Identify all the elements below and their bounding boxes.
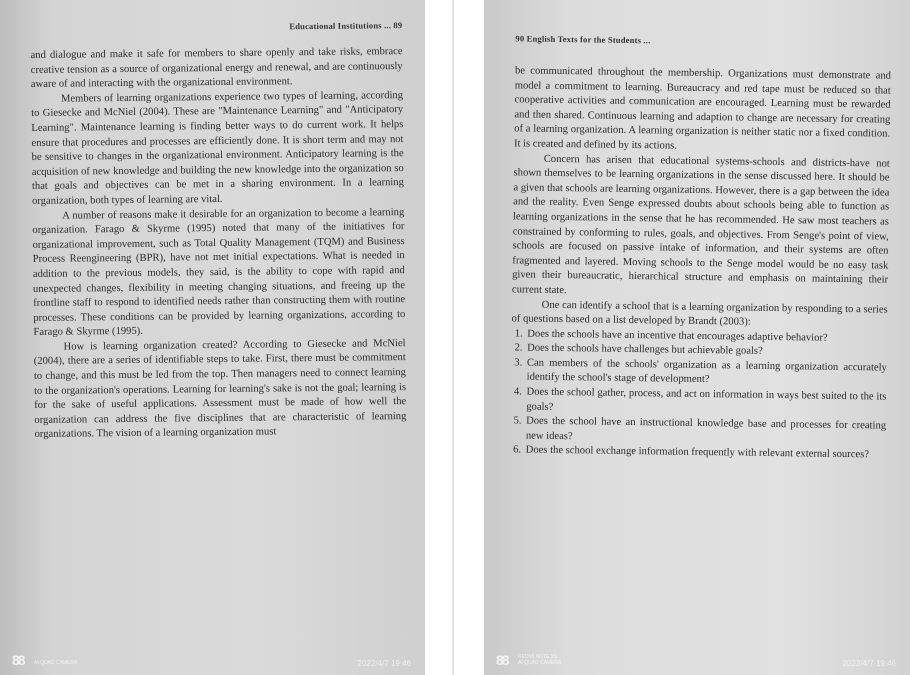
question-item: 4. Does the school gather, process, and act on information in ways best suited to the its goals? — [524, 386, 886, 420]
left-timestamp: 2022/4/7 19:46 — [357, 659, 411, 668]
page-divider — [452, 0, 454, 675]
right-watermark-line-1: REDMI NOTE 9S — [518, 653, 557, 660]
left-paragraph-2: Members of learning organizations experience two types of learning, according to Giesecke and McNiel (2004). These are "Maintenance Learning" and "Anticipatory Learning". Maintenance learning is finding better ways to do current work. It helps ensure that procedures and processes are efficiently done. It is short term and may not be sensitive to changes in the organizational environment. Anticipatory learning is the acquisition of new knowledge and building the new knowledge into the organization so that goals and objectives can be met in a sharing environment. In a learning organization, both types of learning are vital. — [31, 89, 404, 207]
right-watermark-line-2: AI QUAD CAMERA — [518, 659, 562, 666]
left-page-photo — [0, 0, 425, 675]
right-running-head: 90 English Texts for the Students ... — [515, 33, 651, 46]
left-watermark-line-2: AI QUAD CAMERA — [34, 659, 78, 666]
question-item: 6. Does the school exchange information frequently with relevant external sources? — [524, 444, 886, 464]
left-page — [30, 0, 407, 441]
left-camera-watermark — [12, 651, 77, 669]
left-paragraph-4: How is learning organization created? According to Giesecke and McNiel (2004), there are a series of identifiable steps to take. First, there must be commitment to change, and this must be led from the top. Then managers need to connect learning to the organization's operations. Learning for learning's sake is not the goal; learning is for the sake of useful applications. Assessment must be made of how well the organization can address the five disciplines that are characteristic of learning organizations. The vision of a learning organization must — [33, 337, 407, 441]
question-item: 5. Does the school have an instructional knowledge base and processes for creating new ideas? — [524, 415, 886, 449]
left-paragraph-1: and dialogue and make it safe for members to share openly and take risks, embrace creative tension as a source of organizational energy and renewal, and are continuously aware of and interacting with the organizational environment. — [30, 46, 403, 91]
camera-logo-icon: 88 — [12, 651, 24, 668]
question-item: 3. Can members of the schools' organization as a learning organization accurately identify the school's stage of development? — [525, 356, 887, 390]
right-paragraph-3: One can identify a school that is a learning organization by responding to a series of questions based on a list developed by Brandt (2003): — [511, 299, 888, 328]
right-paragraph-1: be communicated throughout the membership. Organizations must demonstrate and model a commitment to learning. Bureaucracy and red tape must be reduced so that cooperative activities and communication are encouraged. Learning must be rewarded and then shared. Continuous learning and adaption to change are necessary for creating of a learning organization. A learning organization is neither static nor a fixed condition. It is created and defined by its actions. — [513, 65, 892, 152]
question-item: 1. Does the schools have an incentive that encourages adaptive behavior? — [525, 327, 887, 347]
right-camera-watermark — [496, 651, 561, 669]
left-body-text — [31, 45, 407, 443]
right-page — [511, 0, 892, 461]
question-item: 2. Does the schools have challenges but achievable goals? — [525, 342, 887, 362]
left-running-head: Educational Institutions ... 89 — [289, 20, 403, 32]
camera-logo-icon: 88 — [496, 651, 508, 668]
right-paragraph-2: Concern has arisen that educational systems-schools and districts-have not shown themselves to be learning organizations in the sense discussed here. It should be a given that schools are learning organizations. However, there is a gap between the idea and the reality. Even Senge expressed doubts about schools being able to function as learning organizations in the sense that he has recommended. He saw most teachers as constrained by conforming to rules, goals, and objectives. From Senge's point of view, schools are focused on passive intake of information, and their systems are often fragmented and layered. Moving schools to the Senge model would be no easy task given their bureaucratic, hierarchical structure and emphasis on maintaining their current state. — [511, 153, 890, 297]
left-paragraph-3: A number of reasons make it desirable for an organization to become a learning organization. Farago & Skyrme (1995) noted that many of the initiatives for organizational improvement, such as Total Quality Management (TQM) and Business Process Reengineering (BPR), have not met initial expectations. What is needed in addition to the previous models, they said, is the ability to cope with rapid and unexpected changes, flexibility in meeting changing situations, and freeing up the frontline staff to respond to identified needs rather than constructing them with routine processes. These conditions can be provided by learning organizations, according to Farago & Skyrme (1995). — [32, 206, 406, 339]
brandt-question-list — [510, 327, 888, 464]
right-timestamp: 2022/4/7 19:46 — [842, 659, 896, 668]
right-body-text — [510, 64, 891, 463]
right-page-photo — [484, 0, 910, 675]
